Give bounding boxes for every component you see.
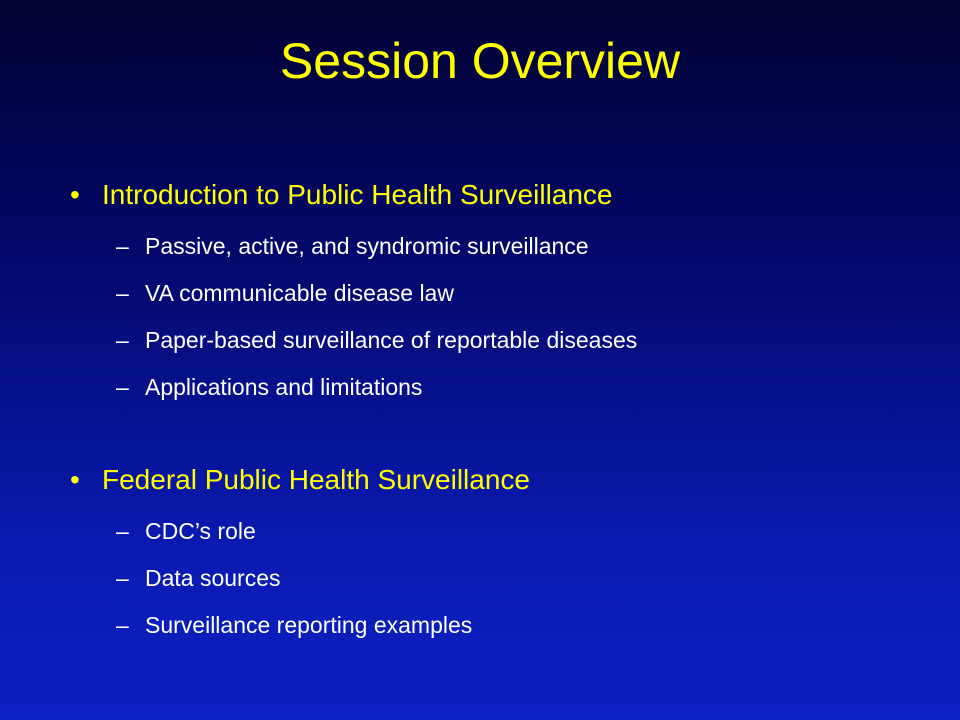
section-heading: Federal Public Health Surveillance xyxy=(102,464,530,495)
section-intro xyxy=(70,178,930,401)
sub-item-text: VA communicable disease law xyxy=(145,280,454,306)
section-federal xyxy=(70,463,930,639)
sub-list xyxy=(70,232,930,401)
dash-icon: – xyxy=(116,233,129,259)
sub-list xyxy=(70,517,930,639)
sub-item-text: Data sources xyxy=(145,565,281,591)
dash-icon: – xyxy=(116,518,129,544)
dash-icon: – xyxy=(116,565,129,591)
sub-item-text: Surveillance reporting examples xyxy=(145,612,473,638)
sub-item xyxy=(116,517,930,545)
dash-icon: – xyxy=(116,612,129,638)
bullet-icon: • xyxy=(70,179,80,210)
dash-icon: – xyxy=(116,374,129,400)
sub-item xyxy=(116,279,930,307)
section-heading: Introduction to Public Health Surveillance xyxy=(102,179,613,210)
bullet-icon: • xyxy=(70,464,80,495)
bullet-heading-row xyxy=(70,463,930,497)
sub-item xyxy=(116,326,930,354)
sub-item-text: Passive, active, and syndromic surveillance xyxy=(145,233,589,259)
sub-item xyxy=(116,564,930,592)
sub-item-text: Applications and limitations xyxy=(145,374,423,400)
bullet-heading-row xyxy=(70,178,930,212)
dash-icon: – xyxy=(116,280,129,306)
sub-item xyxy=(116,611,930,639)
sub-item xyxy=(116,232,930,260)
dash-icon: – xyxy=(116,327,129,353)
sub-item-text: CDC’s role xyxy=(145,518,256,544)
slide-title: Session Overview xyxy=(279,33,681,89)
sub-item-text: Paper-based surveillance of reportable diseases xyxy=(145,327,638,353)
sub-item xyxy=(116,373,930,401)
